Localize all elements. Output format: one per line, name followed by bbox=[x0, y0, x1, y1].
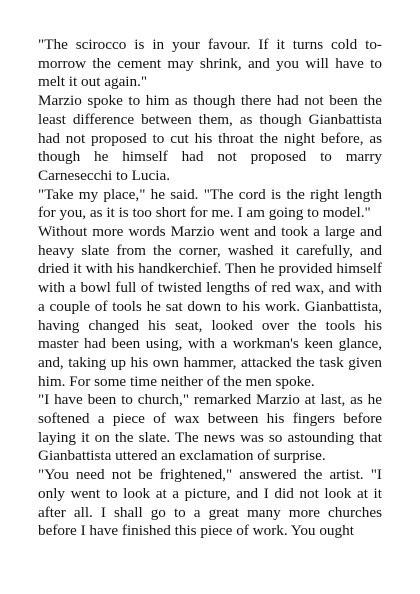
paragraph-6: "You need not be frightened," answered the artist. "I only went to look at a picture, and I did not look at it after all. I shall go to a great many more churches before I have finished this piece of work. You ought bbox=[38, 466, 382, 540]
paragraph-3: "Take my place," he said. "The cord is the right length for you, as it is too short for me. I am going to model." bbox=[38, 185, 382, 222]
page-body bbox=[38, 36, 382, 541]
paragraph-2: Marzio spoke to him as though there had not been the least difference between them, as though Gianbattista had not proposed to cut his throat the night before, as though he himself had not proposed to marry Carnesecchi to Lucia. bbox=[38, 92, 382, 184]
paragraph-4: Without more words Marzio went and took a large and heavy slate from the corner, washed it carefully, and dried it with his handkerchief. Then he provided himself with a bowl full of twisted lengths of red wax, and with a couple of tools he sat down to his work. Gianbattista, having changed his seat, looked over the tools his master had been using, with a workman's keen glance, and, taking up his own hammer, attacked the task given him. For some time neither of the men spoke. bbox=[38, 223, 382, 390]
paragraph-5: "I have been to church," remarked Marzio at last, as he softened a piece of wax between his fingers before laying it on the slate. The news was so astounding that Gianbattista uttered an exclamation of surprise. bbox=[38, 391, 382, 465]
paragraph-1: "The scirocco is in your favour. If it turns cold to-morrow the cement may shrink, and you will have to melt it out again." bbox=[38, 36, 382, 91]
